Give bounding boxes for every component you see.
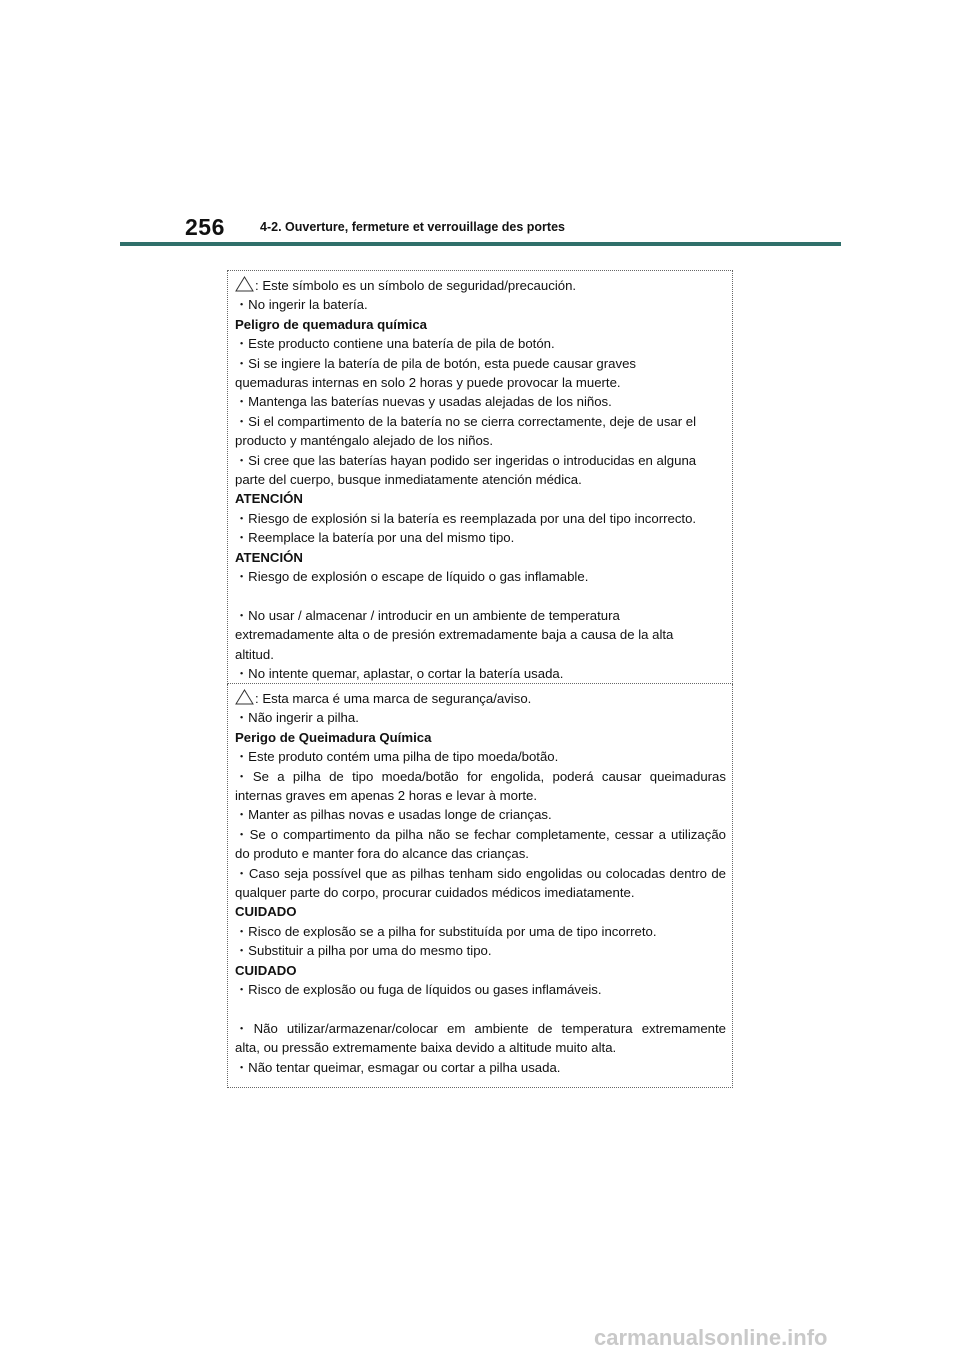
page-header xyxy=(0,0,960,260)
spanish-line: parte del cuerpo, busque inmediatamente atención médica. xyxy=(235,472,582,488)
spanish-line: ・No usar / almacenar / introducir en un ambiente de temperatura xyxy=(235,607,620,623)
spanish-line: ・No ingerir la batería. xyxy=(235,297,368,313)
portuguese-heading: CUIDADO xyxy=(235,962,297,978)
spanish-symbol-note: : Este símbolo es un símbolo de seguridad/precaución. xyxy=(255,278,577,293)
warning-triangle-icon xyxy=(235,689,254,705)
watermark: carmanualsonline.info xyxy=(594,1325,828,1350)
portuguese-line: ・Se o compartimento da pilha não se fechar completamente, cessar a utilização xyxy=(235,826,726,842)
spanish-line: ・Riesgo de explosión si la batería es reemplazada por una del tipo incorrecto. xyxy=(235,510,697,526)
spanish-line: ・Si se ingiere la batería de pila de botón, esta puede causar graves xyxy=(235,355,637,371)
portuguese-line: ・Risco de explosão se a pilha for substituída por uma de tipo incorreto. xyxy=(235,923,657,939)
spanish-line: ・Mantenga las baterías nuevas y usadas alejadas de los niños. xyxy=(235,394,612,410)
spanish-line: quemaduras internas en solo 2 horas y puede provocar la muerte. xyxy=(235,375,621,391)
portuguese-heading: CUIDADO xyxy=(235,904,297,920)
spanish-line: altitud. xyxy=(235,646,274,662)
spanish-blank-line xyxy=(235,587,732,606)
spanish-line: ・Si cree que las baterías hayan podido ser ingeridas o introducidas en alguna xyxy=(235,452,697,468)
spanish-heading: ATENCIÓN xyxy=(235,549,303,565)
spanish-warning-box xyxy=(227,270,733,684)
portuguese-line: ・Risco de explosão ou fuga de líquidos ou gases inflamáveis. xyxy=(235,982,602,998)
spanish-line: ・Riesgo de explosión o escape de líquido o gas inflamable. xyxy=(235,569,589,585)
portuguese-line: ・Se a pilha de tipo moeda/botão for engolida, poderá causar queimaduras xyxy=(235,768,726,784)
portuguese-line: alta, ou pressão extremamente baixa devido a altitude muito alta. xyxy=(235,1040,617,1056)
portuguese-warning-box xyxy=(227,684,733,1088)
portuguese-line: ・Substituir a pilha por uma do mesmo tipo. xyxy=(235,943,492,959)
portuguese-line: ・Caso seja possível que as pilhas tenham sido engolidas ou colocadas dentro de xyxy=(235,865,726,881)
portuguese-line: do produto e manter fora do alcance das crianças. xyxy=(235,846,529,862)
portuguese-symbol-note: : Esta marca é uma marca de segurança/aviso. xyxy=(255,691,532,706)
header-divider xyxy=(120,242,841,246)
section-title: 4-2. Ouverture, fermeture et verrouillage des portes xyxy=(260,220,565,234)
spanish-line: ・No intente quemar, aplastar, o cortar la batería usada. xyxy=(235,666,564,682)
portuguese-line: ・Não utilizar/armazenar/colocar em ambiente de temperatura extremamente xyxy=(235,1020,726,1036)
spanish-line: ・Reemplace la batería por una del mismo tipo. xyxy=(235,530,515,546)
page-number: 256 xyxy=(185,214,225,240)
portuguese-line: ・Não tentar queimar, esmagar ou cortar a pilha usada. xyxy=(235,1059,561,1075)
spanish-line: extremadamente alta o de presión extremadamente baja a causa de la alta xyxy=(235,627,674,643)
portuguese-line: ・Não ingerir a pilha. xyxy=(235,710,359,726)
portuguese-line: internas graves em apenas 2 horas e levar à morte. xyxy=(235,788,538,804)
portuguese-line: ・Este produto contém uma pilha de tipo moeda/botão. xyxy=(235,749,559,765)
spanish-line: producto y manténgalo alejado de los niños. xyxy=(235,433,494,449)
spanish-symbol-line xyxy=(235,276,732,295)
spanish-line: ・Si el compartimento de la batería no se cierra correctamente, deje de usar el xyxy=(235,413,697,429)
portuguese-blank-line xyxy=(235,1000,732,1019)
spanish-line: ・Este producto contiene una batería de pila de botón. xyxy=(235,336,555,352)
warning-triangle-icon xyxy=(235,276,254,292)
portuguese-symbol-line xyxy=(235,689,732,708)
spanish-heading: ATENCIÓN xyxy=(235,491,303,507)
portuguese-heading: Perigo de Queimadura Química xyxy=(235,729,432,745)
spanish-heading: Peligro de quemadura química xyxy=(235,316,427,332)
portuguese-line: qualquer parte do corpo, procurar cuidados médicos imediatamente. xyxy=(235,885,635,901)
portuguese-line: ・Manter as pilhas novas e usadas longe de crianças. xyxy=(235,807,552,823)
